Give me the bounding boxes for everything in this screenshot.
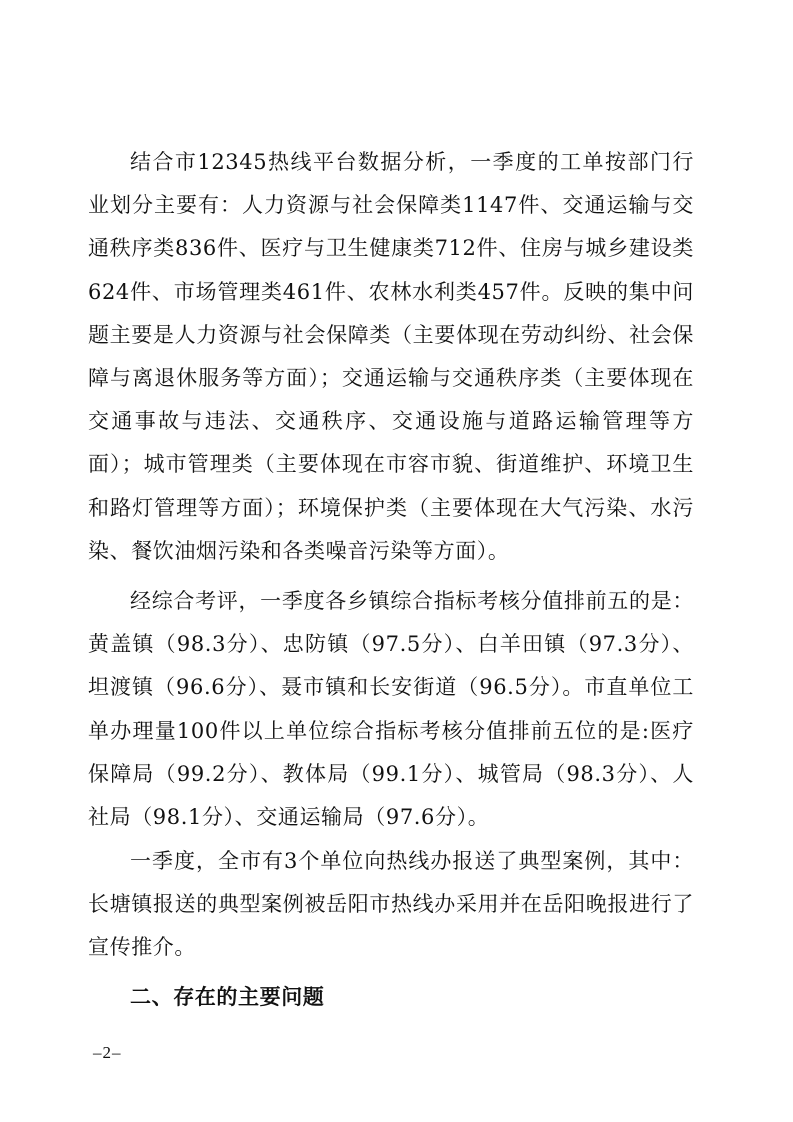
section-heading: 二、存在的主要问题 — [130, 985, 325, 1009]
page-number: –2– — [93, 1043, 122, 1062]
paragraph-typical-cases: 一季度，全市有3个单位向热线办报送了典型案例，其中：长塘镇报送的典型案例被岳阳市热线办采用并在岳阳晚报进行了宣传推介。 — [88, 849, 694, 960]
paragraph-hotline-data-analysis: 结合市12345热线平台数据分析，一季度的工单按部门行业划分主要有：人力资源与社会保障类1147件、交通运输与交通秩序类836件、医疗与卫生健康类712件、住房与城乡建设类624件、市场管理类461件、农林水利类457件。反映的集中问题主要是人力资源与社会保障类（主要体现在劳动纠纷、社会保障与离退休服务等方面）；交通运输与交通秩序类（主要体现在交通事故与违法、交通秩序、交通设施与道路运输管理等方面）；城市管理类（主要体现在市容市貌、街道维护、环境卫生和路灯管理等方面）；环境保护类（主要体现在大气污染、水污染、餐饮油烟污染和各类噪音污染等方面）。 — [88, 150, 694, 563]
paragraph-assessment-rankings: 经综合考评，一季度各乡镇综合指标考核分值排前五的是：黄盖镇（98.3分）、忠防镇（97.5分）、白羊田镇（97.3分）、坦渡镇（96.6分）、聂市镇和长安街道（96.5分）。市直单位工单办理量100件以上单位综合指标考核分值排前五位的是:医疗保障局（99.2分）、教体局（99.1分）、城管局（98.3分）、人社局（98.1分）、交通运输局（97.6分）。 — [88, 589, 694, 830]
